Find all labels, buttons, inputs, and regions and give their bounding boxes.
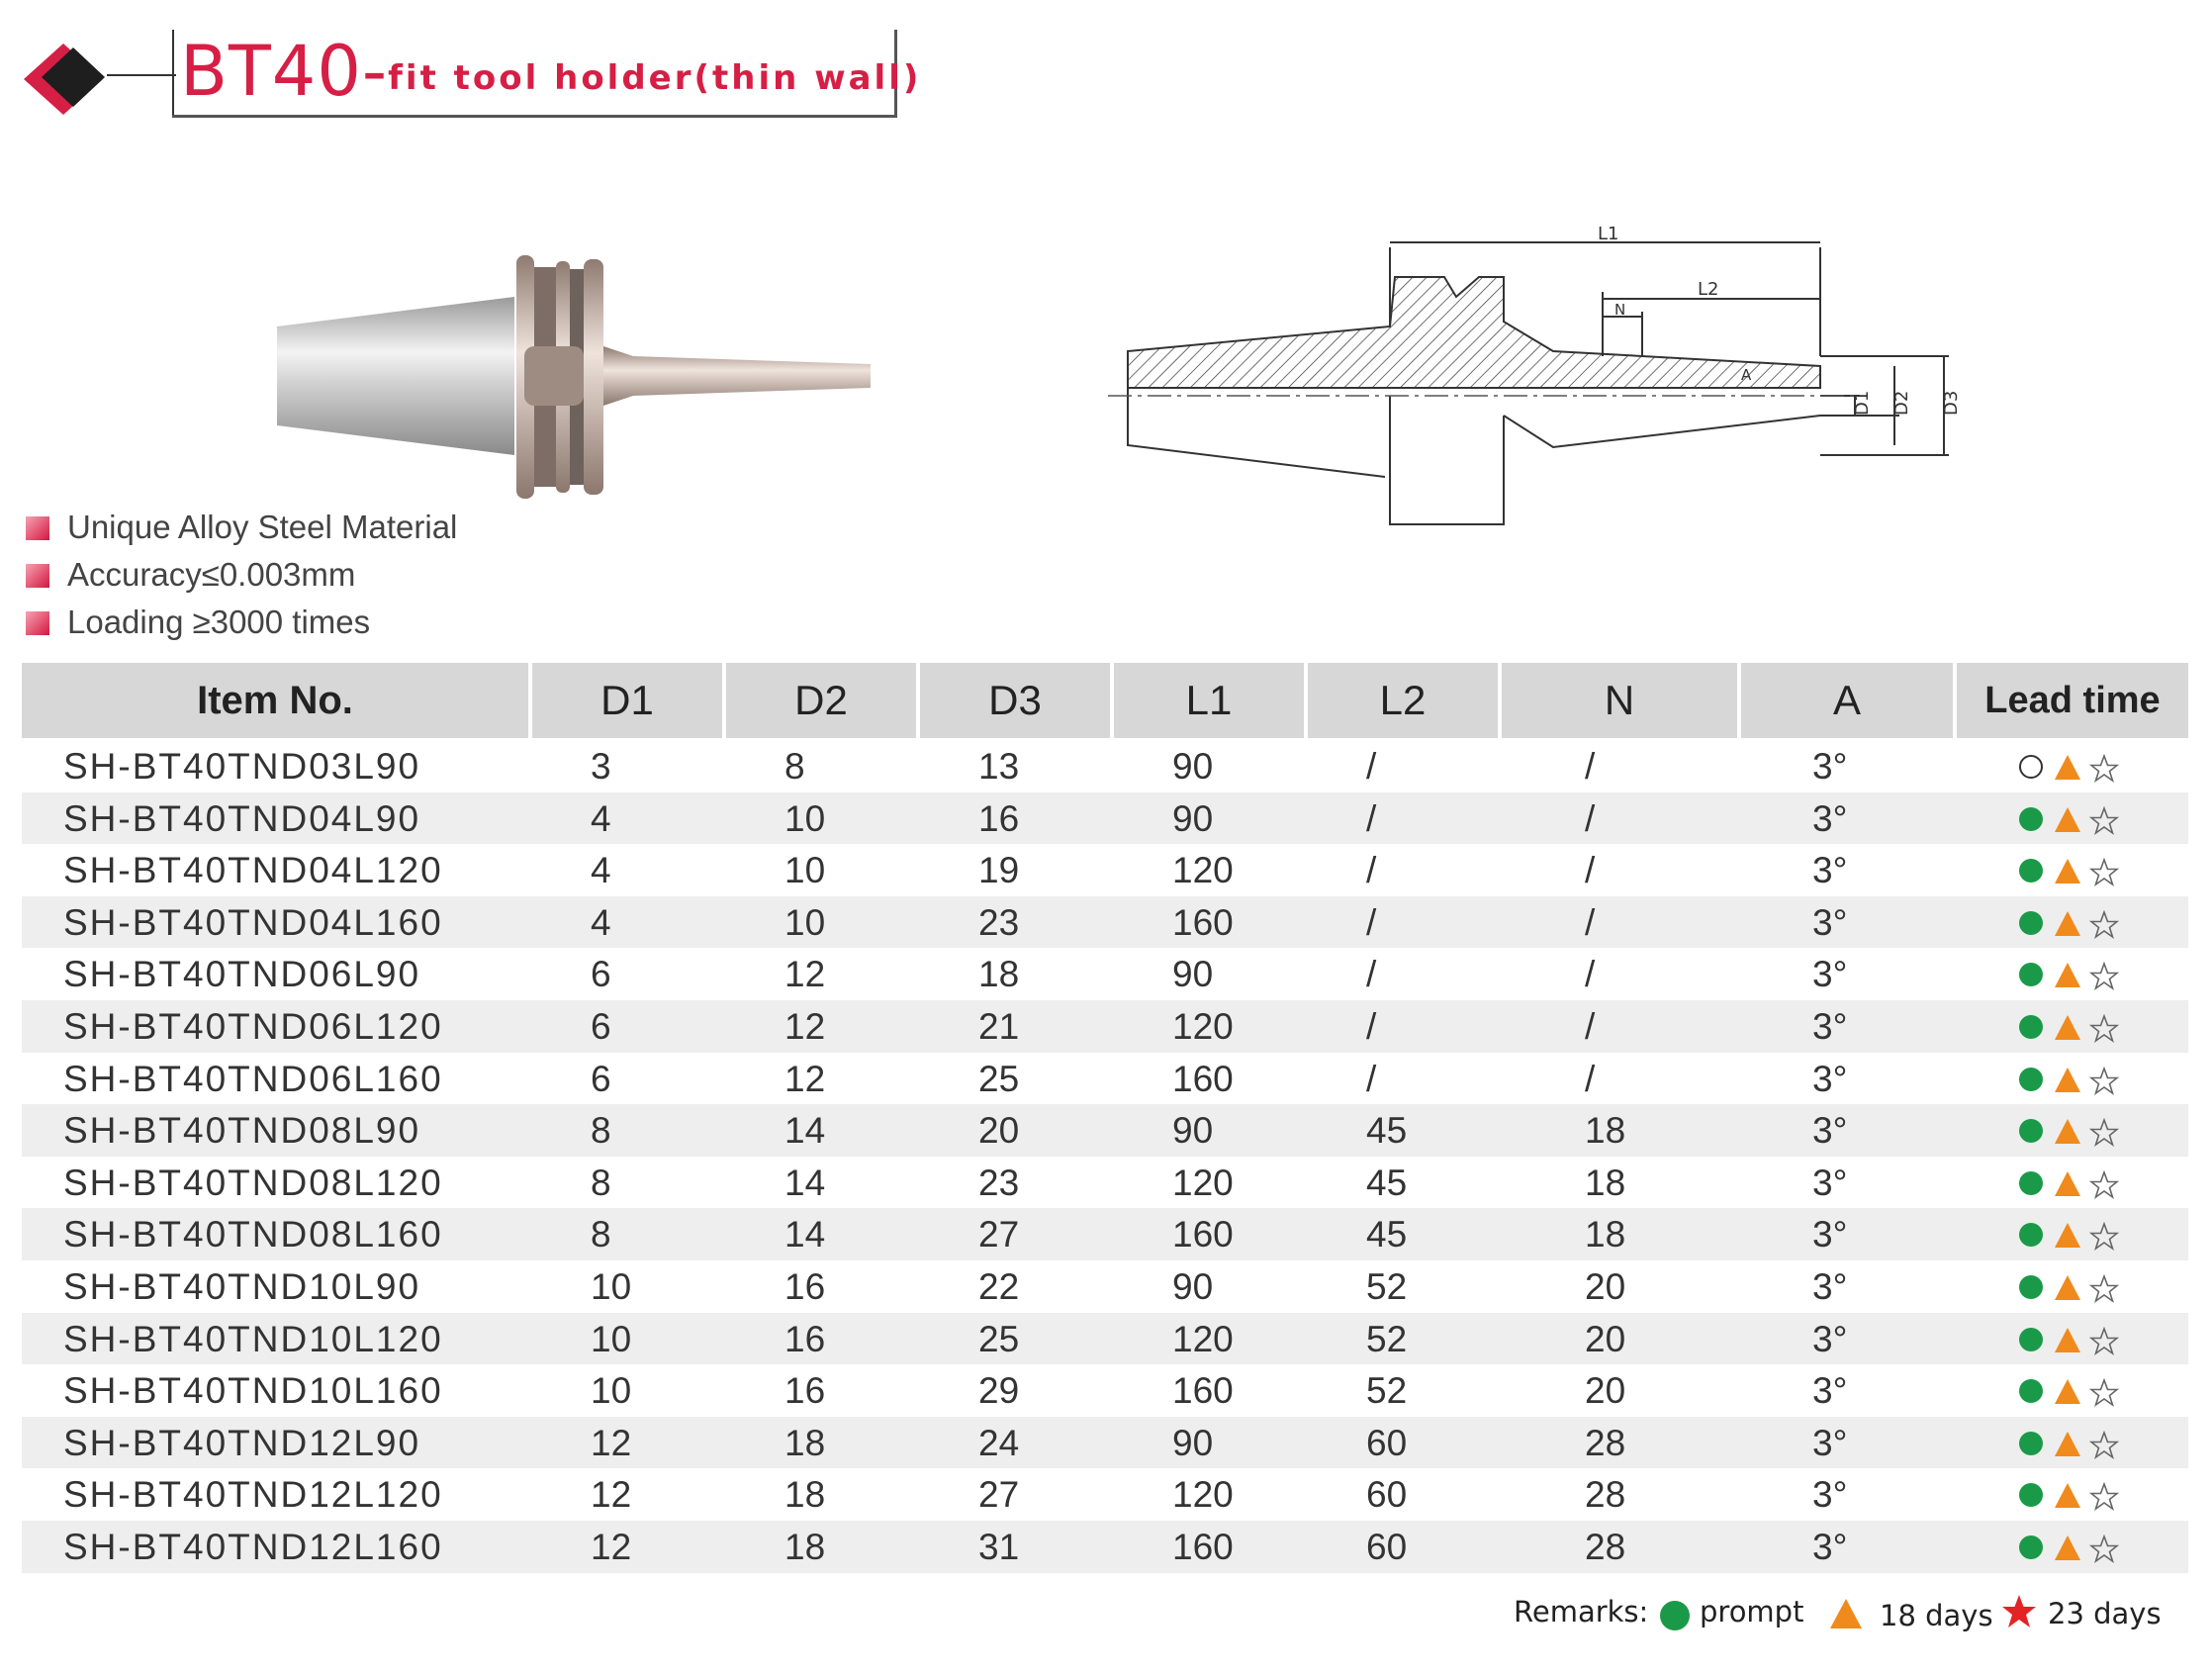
outline-star-icon xyxy=(2089,1327,2119,1356)
table-row xyxy=(22,896,2188,949)
orange-triangle-icon xyxy=(2054,1118,2081,1146)
remarks-18-days: 18 days xyxy=(1880,1599,1993,1632)
cell-l1: 120 xyxy=(1172,1318,1234,1359)
dim-l2-label: L2 xyxy=(1698,279,1719,300)
cell-d3: 19 xyxy=(978,850,1020,891)
outline-star-icon xyxy=(2089,1014,2119,1044)
cell-d2: 18 xyxy=(784,1422,826,1463)
header-l1: L1 xyxy=(1114,663,1304,738)
cell-a: 3° xyxy=(1812,1370,1848,1412)
orange-triangle-icon xyxy=(2054,754,2081,782)
cell-d3: 16 xyxy=(978,797,1020,839)
lead-time-icons xyxy=(2018,748,2137,782)
cell-d2: 12 xyxy=(784,1005,826,1047)
cell-l2: / xyxy=(1366,850,1377,891)
cell-d1: 8 xyxy=(591,1214,611,1256)
cell-d2: 16 xyxy=(784,1370,826,1412)
header-d2: D2 xyxy=(726,663,916,738)
cell-a: 3° xyxy=(1812,850,1848,891)
table-row xyxy=(22,844,2188,896)
header-a: A xyxy=(1741,663,1953,738)
cell-l2: / xyxy=(1366,746,1377,787)
title-connector-line xyxy=(107,74,176,76)
cell-l1: 160 xyxy=(1172,1058,1234,1099)
cell-a: 3° xyxy=(1812,1058,1848,1099)
cell-l2: 52 xyxy=(1366,1370,1408,1412)
cell-item-no: SH-BT40TND06L90 xyxy=(63,954,421,995)
outline-star-icon xyxy=(2089,754,2119,784)
dim-d2-label: D2 xyxy=(1891,390,1912,416)
green-circle-icon xyxy=(2018,1431,2046,1458)
cell-n: 18 xyxy=(1585,1162,1626,1203)
green-circle-icon xyxy=(2018,1327,2046,1354)
page-title xyxy=(180,32,921,118)
cell-l1: 160 xyxy=(1172,1214,1234,1256)
lead-time-icons xyxy=(2018,904,2137,938)
cell-n: / xyxy=(1585,954,1596,995)
feature-text: Loading ≥3000 times xyxy=(67,604,371,640)
remarks-prompt: prompt xyxy=(1700,1595,1804,1628)
header-lead-time: Lead time xyxy=(1957,663,2188,738)
cell-l2: / xyxy=(1366,1005,1377,1047)
cell-l2: 45 xyxy=(1366,1162,1408,1203)
cell-item-no: SH-BT40TND08L160 xyxy=(63,1214,443,1256)
cell-d3: 27 xyxy=(978,1474,1020,1516)
green-circle-icon xyxy=(2018,1378,2046,1406)
cell-a: 3° xyxy=(1812,746,1848,787)
table-row xyxy=(22,1053,2188,1105)
cell-d3: 25 xyxy=(978,1318,1020,1359)
header-n: N xyxy=(1502,663,1737,738)
lead-time-icons xyxy=(2018,1164,2137,1198)
orange-triangle-icon xyxy=(2054,1170,2081,1198)
cell-n: 28 xyxy=(1585,1474,1626,1516)
cell-item-no: SH-BT40TND12L120 xyxy=(63,1474,443,1516)
lead-time-icons xyxy=(2018,1268,2137,1302)
lead-time-icons xyxy=(2018,1372,2137,1406)
cell-d1: 10 xyxy=(591,1370,632,1412)
cell-d3: 23 xyxy=(978,901,1020,943)
dim-n-label: N xyxy=(1614,301,1626,319)
outline-star-icon xyxy=(2089,962,2119,991)
lead-time-icons xyxy=(2018,1112,2137,1146)
green-circle-icon xyxy=(2018,1118,2046,1146)
cell-a: 3° xyxy=(1812,1265,1848,1307)
lead-time-icons xyxy=(2018,1476,2137,1510)
cell-d1: 10 xyxy=(591,1318,632,1359)
cell-d1: 6 xyxy=(591,954,611,995)
green-circle-icon xyxy=(2018,1274,2046,1302)
orange-triangle-icon xyxy=(1828,1597,1864,1630)
cell-d2: 8 xyxy=(784,746,805,787)
orange-triangle-icon xyxy=(2054,806,2081,834)
table-row xyxy=(22,1104,2188,1157)
cell-d3: 27 xyxy=(978,1214,1020,1256)
orange-triangle-icon xyxy=(2054,1327,2081,1354)
cell-item-no: SH-BT40TND12L160 xyxy=(63,1526,443,1567)
table-row xyxy=(22,740,2188,792)
green-circle-icon xyxy=(2018,1534,2046,1562)
cell-l1: 90 xyxy=(1172,1265,1214,1307)
table-row xyxy=(22,1260,2188,1313)
cell-d2: 14 xyxy=(784,1214,826,1256)
cell-d2: 14 xyxy=(784,1162,826,1203)
lead-time-icons xyxy=(2018,956,2137,989)
lead-time-icons xyxy=(2018,1216,2137,1250)
cell-d3: 25 xyxy=(978,1058,1020,1099)
table-row xyxy=(22,948,2188,1000)
cell-l2: / xyxy=(1366,797,1377,839)
cell-d2: 10 xyxy=(784,850,826,891)
dim-l1-label: L1 xyxy=(1598,224,1619,244)
cell-d2: 18 xyxy=(784,1474,826,1516)
dim-d3-label: D3 xyxy=(1941,390,1962,416)
lead-time-icons xyxy=(2018,1425,2137,1458)
outline-star-icon xyxy=(2089,1222,2119,1252)
outline-star-icon xyxy=(2089,1118,2119,1148)
cell-l1: 160 xyxy=(1172,901,1234,943)
orange-triangle-icon xyxy=(2054,1534,2081,1562)
lead-time-icons xyxy=(2018,1061,2137,1094)
cell-d1: 4 xyxy=(591,797,611,839)
cell-item-no: SH-BT40TND08L120 xyxy=(63,1162,443,1203)
table-row xyxy=(22,1364,2188,1417)
cell-d2: 10 xyxy=(784,901,826,943)
table-row xyxy=(22,1157,2188,1209)
cell-l2: 45 xyxy=(1366,1214,1408,1256)
cell-l1: 90 xyxy=(1172,797,1214,839)
cell-l2: 45 xyxy=(1366,1110,1408,1152)
table-row xyxy=(22,1521,2188,1573)
cell-d1: 10 xyxy=(591,1265,632,1307)
cell-d2: 12 xyxy=(784,1058,826,1099)
cell-a: 3° xyxy=(1812,1422,1848,1463)
cell-n: 28 xyxy=(1585,1526,1626,1567)
cell-n: 20 xyxy=(1585,1265,1626,1307)
cell-l1: 90 xyxy=(1172,1110,1214,1152)
outline-star-icon xyxy=(2089,1534,2119,1564)
cell-l1: 120 xyxy=(1172,1162,1234,1203)
cell-l2: / xyxy=(1366,954,1377,995)
cell-d2: 16 xyxy=(784,1265,826,1307)
outline-star-icon xyxy=(2089,1170,2119,1200)
outline-star-icon xyxy=(2089,1431,2119,1460)
header-d3: D3 xyxy=(920,663,1110,738)
brand-diamond-logo xyxy=(20,40,109,115)
spec-table xyxy=(22,663,2188,1573)
cell-d2: 14 xyxy=(784,1110,826,1152)
orange-triangle-icon xyxy=(2054,1274,2081,1302)
cell-n: / xyxy=(1585,797,1596,839)
table-header xyxy=(22,663,2188,740)
cell-d2: 10 xyxy=(784,797,826,839)
cell-a: 3° xyxy=(1812,901,1848,943)
table-row xyxy=(22,1208,2188,1260)
feature-text: Unique Alloy Steel Material xyxy=(67,509,458,545)
outline-star-icon xyxy=(2089,1067,2119,1096)
cell-d1: 12 xyxy=(591,1422,632,1463)
green-circle-icon xyxy=(2018,1014,2046,1042)
outline-star-icon xyxy=(2089,858,2119,887)
red-star-icon xyxy=(2000,1593,2038,1630)
cell-l1: 120 xyxy=(1172,1474,1234,1516)
cell-d1: 12 xyxy=(591,1526,632,1567)
cell-l1: 160 xyxy=(1172,1526,1234,1567)
cell-d3: 20 xyxy=(978,1110,1020,1152)
cell-l2: 52 xyxy=(1366,1265,1408,1307)
cell-n: 20 xyxy=(1585,1370,1626,1412)
lead-time-icons xyxy=(2018,800,2137,834)
orange-triangle-icon xyxy=(2054,1482,2081,1510)
cell-d3: 29 xyxy=(978,1370,1020,1412)
dim-d1-label: D1 xyxy=(1852,390,1873,416)
cell-d1: 12 xyxy=(591,1474,632,1516)
table-row xyxy=(22,792,2188,845)
cell-n: / xyxy=(1585,850,1596,891)
feature-text: Accuracy≤0.003mm xyxy=(67,556,356,593)
cell-d1: 3 xyxy=(591,746,611,787)
cell-d1: 6 xyxy=(591,1058,611,1099)
orange-triangle-icon xyxy=(2054,910,2081,938)
cell-d3: 24 xyxy=(978,1422,1020,1463)
cell-d1: 4 xyxy=(591,850,611,891)
hollow-circle-icon xyxy=(2018,754,2046,782)
tool-holder-photo xyxy=(257,247,880,505)
cell-d2: 18 xyxy=(784,1526,826,1567)
remarks-23-days: 23 days xyxy=(2048,1597,2162,1630)
cell-a: 3° xyxy=(1812,1110,1848,1152)
cell-l1: 160 xyxy=(1172,1370,1234,1412)
cell-item-no: SH-BT40TND10L120 xyxy=(63,1318,443,1359)
cell-a: 3° xyxy=(1812,1526,1848,1567)
green-circle-icon xyxy=(2018,962,2046,989)
green-circle-icon xyxy=(2018,1067,2046,1094)
lead-time-icons xyxy=(2018,1008,2137,1042)
cell-d2: 12 xyxy=(784,954,826,995)
cell-item-no: SH-BT40TND10L90 xyxy=(63,1265,421,1307)
orange-triangle-icon xyxy=(2054,1067,2081,1094)
square-bullet-icon xyxy=(26,611,49,635)
cell-item-no: SH-BT40TND03L90 xyxy=(63,746,421,787)
outline-star-icon xyxy=(2089,910,2119,940)
table-row xyxy=(22,1313,2188,1365)
green-circle-icon xyxy=(2018,858,2046,885)
square-bullet-icon xyxy=(26,516,49,540)
cell-a: 3° xyxy=(1812,1162,1848,1203)
cell-l2: 60 xyxy=(1366,1474,1408,1516)
cell-l1: 90 xyxy=(1172,1422,1214,1463)
cell-l1: 90 xyxy=(1172,954,1214,995)
table-row xyxy=(22,1417,2188,1469)
orange-triangle-icon xyxy=(2054,1431,2081,1458)
outline-star-icon xyxy=(2089,1482,2119,1512)
orange-triangle-icon xyxy=(2054,1378,2081,1406)
table-row xyxy=(22,1000,2188,1053)
technical-drawing xyxy=(1108,218,1969,544)
cell-d2: 16 xyxy=(784,1318,826,1359)
lead-time-icons xyxy=(2018,1321,2137,1354)
cell-d3: 18 xyxy=(978,954,1020,995)
cell-l1: 120 xyxy=(1172,1005,1234,1047)
cell-a: 3° xyxy=(1812,797,1848,839)
cell-a: 3° xyxy=(1812,954,1848,995)
header-l2: L2 xyxy=(1308,663,1498,738)
outline-star-icon xyxy=(2089,806,2119,836)
orange-triangle-icon xyxy=(2054,858,2081,885)
cell-d1: 8 xyxy=(591,1110,611,1152)
title-main: BT40- xyxy=(180,31,389,112)
cell-d3: 13 xyxy=(978,746,1020,787)
cell-l2: / xyxy=(1366,901,1377,943)
cell-l1: 90 xyxy=(1172,746,1214,787)
cell-n: 18 xyxy=(1585,1214,1626,1256)
cell-item-no: SH-BT40TND04L160 xyxy=(63,901,443,943)
cell-item-no: SH-BT40TND08L90 xyxy=(63,1110,421,1152)
outline-star-icon xyxy=(2089,1378,2119,1408)
cell-n: 18 xyxy=(1585,1110,1626,1152)
cell-n: / xyxy=(1585,1058,1596,1099)
title-sub: fit tool holder(thin wall) xyxy=(388,58,922,98)
remarks-legend xyxy=(1514,1591,2166,1640)
cell-a: 3° xyxy=(1812,1474,1848,1516)
green-circle-icon xyxy=(2018,910,2046,938)
green-circle-icon xyxy=(2018,1170,2046,1198)
outline-star-icon xyxy=(2089,1274,2119,1304)
green-circle-icon xyxy=(1658,1599,1692,1632)
cell-n: 20 xyxy=(1585,1318,1626,1359)
cell-d1: 4 xyxy=(591,901,611,943)
cell-l2: / xyxy=(1366,1058,1377,1099)
cell-item-no: SH-BT40TND04L90 xyxy=(63,797,421,839)
table-row xyxy=(22,1468,2188,1521)
cell-l1: 120 xyxy=(1172,850,1234,891)
cell-n: / xyxy=(1585,746,1596,787)
remarks-label: Remarks: xyxy=(1514,1595,1649,1628)
cell-l2: 52 xyxy=(1366,1318,1408,1359)
header-item: Item No. xyxy=(22,663,528,738)
green-circle-icon xyxy=(2018,1482,2046,1510)
cell-a: 3° xyxy=(1812,1005,1848,1047)
green-circle-icon xyxy=(2018,806,2046,834)
cell-item-no: SH-BT40TND06L160 xyxy=(63,1058,443,1099)
cell-d1: 6 xyxy=(591,1005,611,1047)
cell-n: / xyxy=(1585,901,1596,943)
cell-n: 28 xyxy=(1585,1422,1626,1463)
lead-time-icons xyxy=(2018,1529,2137,1562)
cell-item-no: SH-BT40TND12L90 xyxy=(63,1422,421,1463)
orange-triangle-icon xyxy=(2054,1222,2081,1250)
cell-n: / xyxy=(1585,1005,1596,1047)
dim-a-label: A xyxy=(1741,366,1752,384)
cell-item-no: SH-BT40TND06L120 xyxy=(63,1005,443,1047)
orange-triangle-icon xyxy=(2054,962,2081,989)
cell-d1: 8 xyxy=(591,1162,611,1203)
cell-d3: 22 xyxy=(978,1265,1020,1307)
cell-item-no: SH-BT40TND10L160 xyxy=(63,1370,443,1412)
square-bullet-icon xyxy=(26,564,49,588)
cell-item-no: SH-BT40TND04L120 xyxy=(63,850,443,891)
cell-d3: 21 xyxy=(978,1005,1020,1047)
cell-l2: 60 xyxy=(1366,1526,1408,1567)
green-circle-icon xyxy=(2018,1222,2046,1250)
lead-time-icons xyxy=(2018,852,2137,885)
cell-a: 3° xyxy=(1812,1214,1848,1256)
cell-l2: 60 xyxy=(1366,1422,1408,1463)
header-d1: D1 xyxy=(532,663,722,738)
table-body xyxy=(22,740,2188,1573)
orange-triangle-icon xyxy=(2054,1014,2081,1042)
cell-d3: 23 xyxy=(978,1162,1020,1203)
cell-d3: 31 xyxy=(978,1526,1020,1567)
cell-a: 3° xyxy=(1812,1318,1848,1359)
